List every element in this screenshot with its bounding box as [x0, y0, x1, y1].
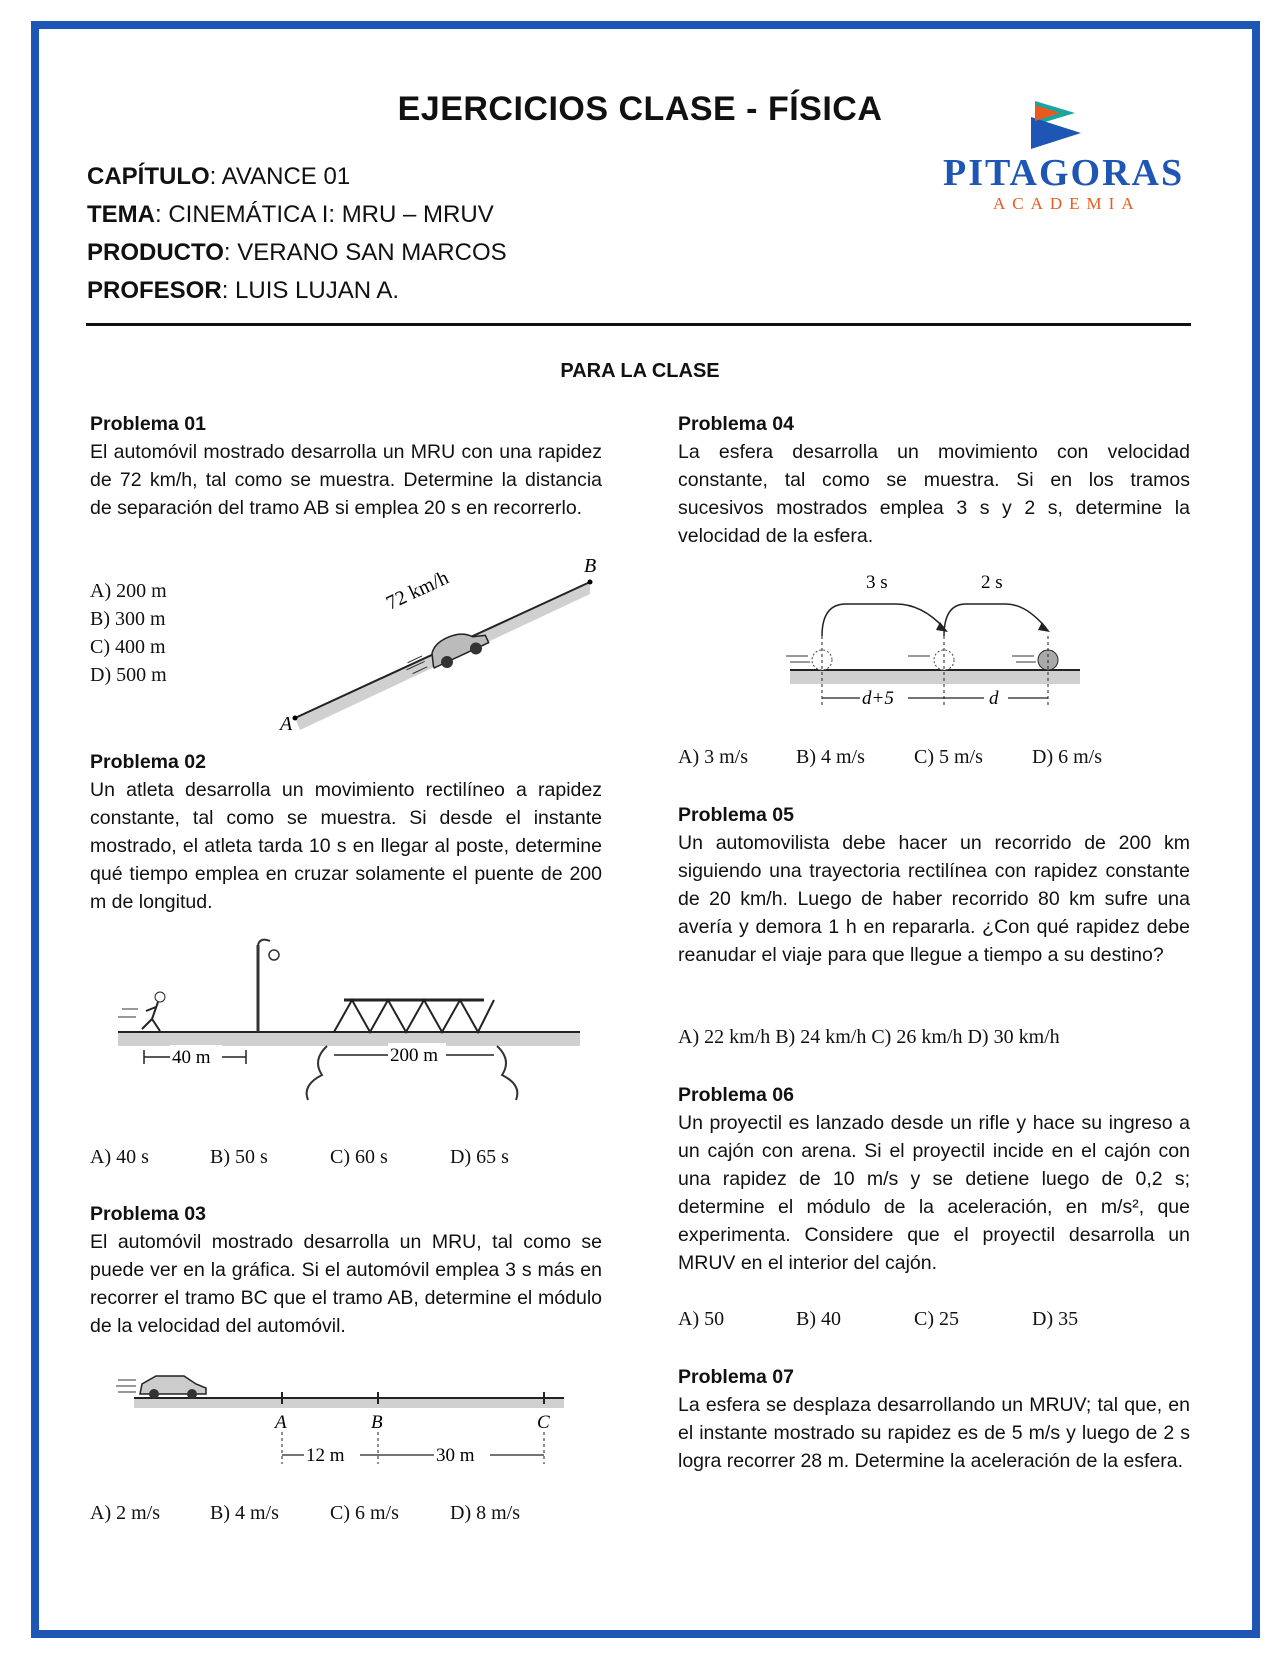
runner-icon [118, 992, 165, 1031]
problem-03-options [90, 1502, 520, 1525]
option: D) 500 m [90, 664, 167, 686]
problem-06 [678, 1081, 1190, 1277]
option: D) 65 s [450, 1146, 509, 1168]
problem-01 [90, 410, 602, 522]
option: B) 24 km/h [775, 1026, 867, 1048]
option: D) 30 km/h [967, 1026, 1060, 1048]
meta-block [87, 158, 507, 310]
distance-200-label: 200 m [390, 1045, 439, 1066]
problem-06-options [678, 1308, 1078, 1331]
problem-02-options [90, 1146, 509, 1169]
option: C) 60 s [330, 1146, 388, 1168]
car-icon [116, 1376, 206, 1399]
option: B) 40 [796, 1308, 841, 1330]
lamp-icon [269, 950, 279, 960]
meta-product: PRODUCTO: VERANO SAN MARCOS [87, 239, 507, 266]
time-2s-label: 2 s [981, 572, 1003, 593]
problem-text: Un proyectil es lanzado desde un rifle y hace su ingreso a un cajón con arena. Si el proyectil incide en el cajón con una rapidez de 10 m/s y se detiene luego de 0,2 s; determine el módulo de la aceleración, en m/s², que experimenta. Considere que el proyectil desarrolla un MRUV en el interior del cajón. [678, 1112, 1190, 1274]
problem-04 [678, 410, 1190, 550]
point-c-label: C [537, 1412, 550, 1433]
problem-05 [678, 801, 1190, 969]
meta-topic: TEMA: CINEMÁTICA I: MRU – MRUV [87, 201, 494, 228]
problem-text: Un atleta desarrolla un movimiento rectilíneo a rapidez constante, tal como se muestra. Si desde el instante mostrado, el atleta tarda 10 s en llegar al poste, determine qué tiempo emplea en cruzar solamente el puente de 200 m de longitud. [90, 779, 602, 913]
problem-text: La esfera se desplaza desarrollando un MRUV; tal que, en el instante mostrado su rapidez es de 5 m/s y luego de 2 s logra recorrer 28 m. Determine la aceleración de la esfera. [678, 1394, 1190, 1472]
distance-40-label: 40 m [172, 1047, 211, 1068]
meta-chapter: CAPÍTULO: AVANCE 01 [87, 163, 351, 190]
problem-title: Problema 07 [678, 1366, 794, 1388]
problem-05-options [678, 1026, 1060, 1049]
meta-teacher: PROFESOR: LUIS LUJAN A. [87, 277, 400, 304]
distance-d-label: d [989, 688, 999, 709]
pitagoras-logo [935, 95, 1195, 215]
option: A) 200 m [90, 580, 167, 602]
option: C) 5 m/s [914, 746, 983, 768]
option: A) 2 m/s [90, 1502, 160, 1524]
point-b-label: B [371, 1412, 383, 1433]
header-divider [86, 323, 1191, 326]
option: D) 35 [1032, 1308, 1079, 1330]
option: A) 40 s [90, 1146, 149, 1168]
option: A) 50 [678, 1308, 725, 1330]
distance-30-label: 30 m [436, 1445, 475, 1466]
problem-text: El automóvil mostrado desarrolla un MRU, tal como se puede ver en la gráfica. Si el automóvil emplea 3 s más en recorrer el tramo BC que el tramo AB, determine el módulo de la velocidad del automóvil. [90, 1231, 602, 1337]
option: C) 26 km/h [871, 1026, 963, 1048]
section-title: PARA LA CLASE [560, 360, 720, 382]
option: B) 4 m/s [796, 746, 865, 768]
logo-name: PITAGORAS [943, 152, 1185, 194]
option: A) 3 m/s [678, 746, 748, 768]
figure-road-abc [126, 1360, 566, 1480]
option: D) 6 m/s [1032, 746, 1102, 768]
option: C) 25 [914, 1308, 959, 1330]
problem-title: Problema 03 [90, 1203, 206, 1225]
figure-incline-car [280, 555, 600, 735]
problem-title: Problema 02 [90, 751, 206, 773]
logo-chevron-icon [1031, 101, 1081, 149]
problem-title: Problema 06 [678, 1084, 794, 1106]
figure-bridge [112, 935, 582, 1115]
time-3s-label: 3 s [866, 572, 888, 593]
problem-title: Problema 01 [90, 413, 206, 435]
problem-01-options [90, 577, 167, 689]
option: D) 8 m/s [450, 1502, 520, 1524]
problem-04-options [678, 746, 1102, 769]
problem-02 [90, 748, 602, 916]
page-title: EJERCICIOS CLASE - FÍSICA [397, 90, 883, 128]
problem-text: La esfera desarrolla un movimiento con velocidad constante, tal como se muestra. Si en los tramos sucesivos mostrados emplea 3 s y 2 s, determine la velocidad de la esfera. [678, 441, 1190, 547]
distance-d5-label: d+5 [862, 688, 894, 709]
figure-sphere [786, 570, 1086, 720]
option: C) 400 m [90, 636, 166, 658]
option: B) 4 m/s [210, 1502, 279, 1524]
option: A) 22 km/h [678, 1026, 771, 1048]
problem-title: Problema 04 [678, 413, 794, 435]
option: B) 50 s [210, 1146, 268, 1168]
point-b-label: B [584, 555, 597, 577]
logo-sub: ACADEMIA [993, 194, 1141, 213]
problem-text: Un automovilista debe hacer un recorrido de 200 km siguiendo una trayectoria rectilínea con rapidez constante de 20 km/h. Luego de haber recorrido 80 km sufre una avería y demora 1 h en repararla. ¿Con qué rapidez debe reanudar el viaje para que llegue a tiempo a su destino? [678, 832, 1190, 966]
option: B) 300 m [90, 608, 166, 630]
problem-title: Problema 05 [678, 804, 794, 826]
problem-07 [678, 1363, 1190, 1475]
point-a-label: A [280, 713, 293, 735]
problem-text: El automóvil mostrado desarrolla un MRU con una rapidez de 72 km/h, tal como se muestra. Determine la distancia de separación del tramo AB si emplea 20 s en recorrerlo. [90, 441, 602, 519]
truss-bridge [334, 1000, 494, 1032]
speed-label: 72 km/h [382, 566, 453, 615]
point-a-label: A [275, 1412, 287, 1433]
option: C) 6 m/s [330, 1502, 399, 1524]
problem-03 [90, 1200, 602, 1340]
distance-12-label: 12 m [306, 1445, 345, 1466]
